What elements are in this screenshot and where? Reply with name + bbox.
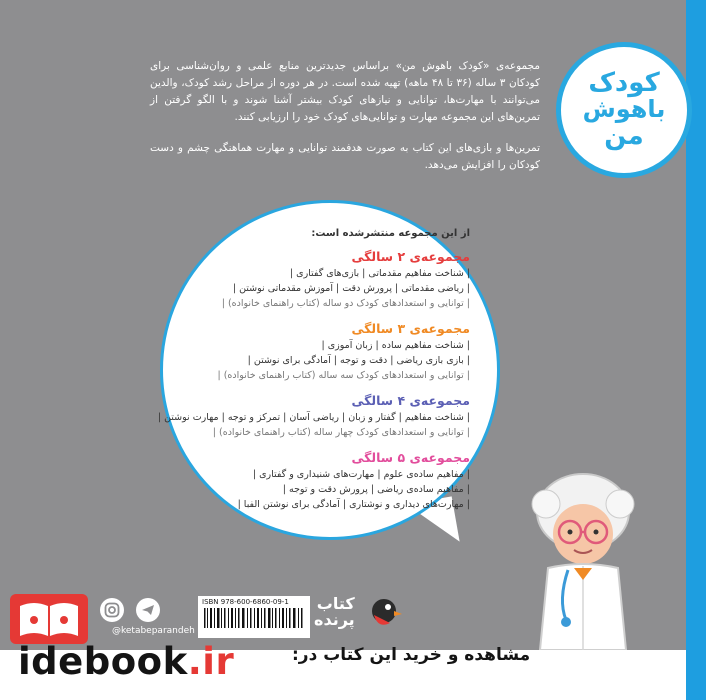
- series-line: | مفاهیم ساده‌ی علوم | مهارت‌های شنیداری و گفتاری |: [252, 469, 470, 480]
- doctor-illustration: [508, 470, 658, 650]
- watermark-brand-name: idebook: [18, 640, 188, 683]
- publisher-name-line-2: پرنده: [314, 610, 355, 629]
- publisher-name-line-1: کتاب: [316, 594, 355, 613]
- isbn-text: ISBN 978-600-6860-09-1: [202, 598, 289, 606]
- watermark-caption: مشاهده و خرید این کتاب در:: [292, 645, 531, 665]
- instagram-icon[interactable]: [100, 598, 124, 622]
- open-book-icon: [10, 594, 88, 644]
- isbn-barcode: [198, 596, 310, 638]
- series-title: مجموعه‌ی ۳ سالگی: [351, 321, 470, 336]
- series-5: [200, 450, 470, 512]
- series-line: | مفاهیم ساده‌ی ریاضی | پرورش دقت و توجه |: [282, 484, 470, 495]
- logo-line-2: باهوش: [582, 95, 666, 124]
- series-title: مجموعه‌ی ۲ سالگی: [351, 249, 470, 264]
- series-line: | شناخت مفاهیم | گفتار و زبان | ریاضی آسان | تمرکز و توجه | مهارت نوشتن |: [157, 412, 470, 423]
- series-line: | شناخت مفاهیم ساده | زبان آموزی |: [321, 340, 470, 351]
- social-icons: [100, 598, 160, 622]
- series-4: [157, 393, 470, 440]
- telegram-icon[interactable]: [136, 598, 160, 622]
- logo-line-3: من: [604, 120, 644, 151]
- logo-line-1: کودک: [588, 68, 660, 99]
- series-line: | توانایی و استعدادهای کودک چهار ساله (کتاب راهنمای خانواده) |: [212, 427, 470, 438]
- series-line: | توانایی و استعدادهای کودک سه ساله (کتاب راهنمای خانواده) |: [217, 370, 470, 381]
- series-line: | بازی بازی ریاضی | دقت و توجه | آمادگی برای نوشتن |: [247, 355, 470, 366]
- series-line: | شناخت مفاهیم مقدماتی | بازی‌های گفتاری |: [289, 268, 470, 279]
- series-list: [157, 228, 470, 522]
- intro-paragraph-1: مجموعه‌ی «کودک باهوش من» براساس جدیدترین منابع علمی و روان‌شناسی برای کودکان ۳ ساله (۳۶ تا ۴۸ ماهه) تهیه شده است. در هر دوره از مراحل رشد کودک، والدین می‌توانند با مهارت‌ها، توانایی و نیازهای کودک بیشتر آشنا شوند و با الگو گرفتن از تمرین‌های این مجموعه مهارت و توانایی‌های کودک خود را ارزیابی کنند.: [150, 60, 540, 123]
- series-title: مجموعه‌ی ۴ سالگی: [351, 393, 470, 408]
- social-handle[interactable]: @ketabeparandeh: [112, 626, 195, 636]
- watermark-brand-tld: .ir: [187, 640, 235, 683]
- series-line: | توانایی و استعدادهای کودک دو ساله (کتاب راهنمای خانواده) |: [221, 298, 470, 309]
- series-line: | مهارت‌های دیداری و نوشتاری | آمادگی برای نوشتن الفبا |: [237, 499, 470, 510]
- series-3: [200, 321, 470, 383]
- watermark-brand[interactable]: [18, 640, 234, 683]
- intro-text: [150, 58, 540, 174]
- intro-paragraph-2: تمرین‌ها و بازی‌های این کتاب به صورت هدفمند توانایی و مهارت هماهنگی چشم و دست کودکان را افزایش می‌دهد.: [150, 142, 540, 171]
- barcode-graphic: [202, 608, 306, 632]
- series-logo: [556, 42, 692, 178]
- series-2: [200, 249, 470, 311]
- published-heading: از این مجموعه منتشرشده است:: [311, 228, 470, 239]
- series-title: مجموعه‌ی ۵ سالگی: [351, 450, 470, 465]
- series-line: | ریاضی مقدماتی | پرورش دقت | آموزش مقدماتی نوشتن |: [232, 283, 470, 294]
- publisher-name: [314, 596, 355, 628]
